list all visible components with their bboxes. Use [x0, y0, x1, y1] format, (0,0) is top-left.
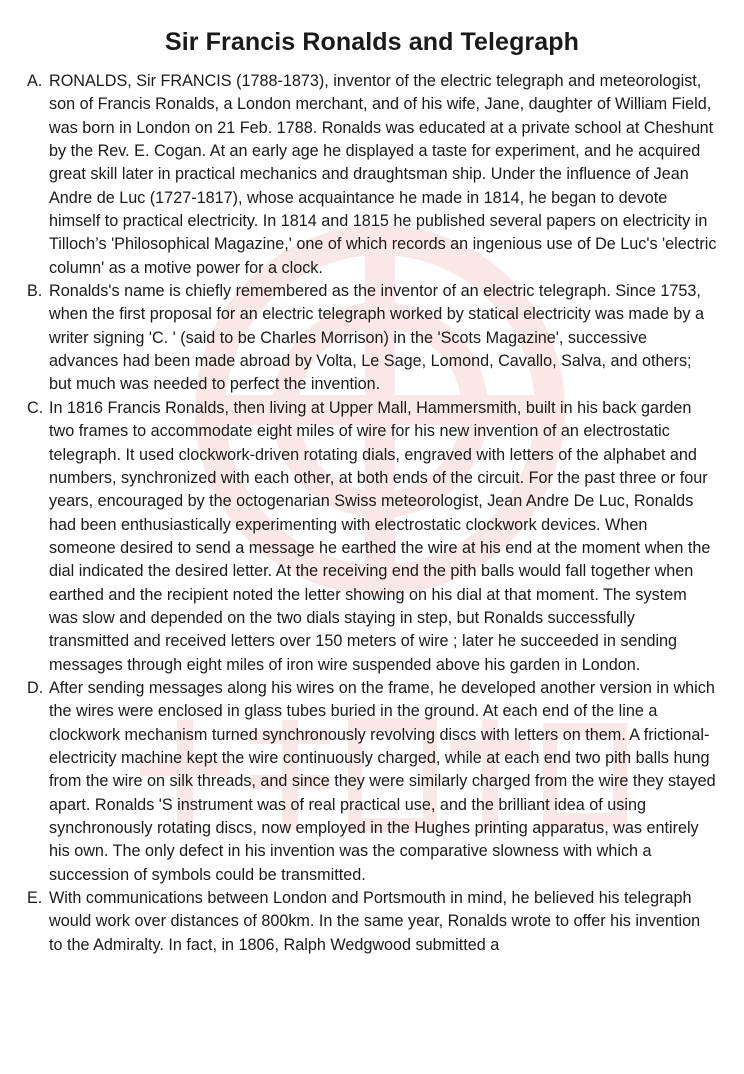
paragraph-text: With communications between London and Portsmouth in mind, he believed his telegraph would work over distances of 800km. In the same year, Ronalds wrote to offer his invention to the Admiralty. In fact, in 1806, Ralph Wedgwood submitted a: [49, 889, 701, 954]
paragraph-d: [27, 677, 717, 887]
document-body: [27, 70, 717, 957]
page-title: Sir Francis Ronalds and Telegraph: [164, 28, 580, 56]
paragraph-a: [27, 70, 717, 280]
paragraph-text: In 1816 Francis Ronalds, then living at Upper Mall, Hammersmith, built in his back garden two frames to accommodate eight miles of wire for his new invention of an electrostatic telegraph. It used clockwork-driven rotating dials, engraved with letters of the alphabet and numbers, synchronized with each other, at both ends of the circuit. For the past three or four years, encouraged by the octogenarian Swiss meteorologist, Jean Andre De Luc, Ronalds had been enthusiastically experimenting with electrostatic clockwork devices. When someone desired to send a message he earthed the wire at his end at the moment when the dial indicated the desired letter. At the receiving end the pith balls would fall together when earthed and the recipient noted the letter showing on his dial at that moment. The system was slow and depended on the two dials staying in step, but Ronalds successfully transmitted and received letters over 150 meters of wire ; later he succeeded in sending messages through eight miles of iron wire suspended above his garden in London.: [49, 398, 711, 674]
paragraph-label: C.: [27, 398, 44, 417]
paragraph-label: B.: [27, 282, 43, 301]
paragraph-label: A.: [27, 72, 43, 90]
paragraph-e: [27, 887, 717, 957]
paragraph-b: [27, 280, 717, 397]
paragraph-label: D.: [27, 678, 44, 697]
paragraph-text: After sending messages along his wires on the frame, he developed another version in which the wires were enclosed in glass tubes buried in the ground. At each end of the line a clockwork mechanism turned synchronously revolving discs with letters on them. A frictional-electricity machine kept the wire continuously charged, while at each end two pith balls hung from the wire on silk threads, and since they were similarly charged from the wire they stayed apart. Ronalds 'S instrument was of real practical use, and the brilliant idea of using synchronously rotating discs, now employed in the Hughes printing apparatus, was entirely his own. The only defect in his invention was the comparative slowness with which a succession of symbols could be transmitted.: [49, 678, 716, 884]
paragraph-text: Ronalds's name is chiefly remembered as the inventor of an electric telegraph. Since 1753, when the first proposal for an electric telegraph worked by statical electricity was made by a writer signing 'C. ' (said to be Charles Morrison) in the 'Scots Magazine', successive advances had been made abroad by Volta, Le Sage, Lomond, Cavallo, Salva, and others; but much was needed to perfect the invention.: [49, 282, 705, 394]
paragraph-text: RONALDS, Sir FRANCIS (1788-1873), inventor of the electric telegraph and meteorologist, son of Francis Ronalds, a London merchant, and of his wife, Jane, daughter of William Field, was born in London on 21 Feb. 1788. Ronalds was educated at a private school at Cheshunt by the Rev. E. Cogan. At an early age he displayed a taste for experiment, and he acquired great skill later in practical mechanics and draughtsman ship. Under the influence of Jean Andre de Luc (1727-1817), whose acquaintance he made in 1814, he began to devote himself to practical electricity. In 1814 and 1815 he published several papers on electricity in Tilloch’s 'Philosophical Magazine,' one of which records an ingenious use of De Luc's 'electric column' as a motive power for a clock.: [49, 72, 717, 277]
paragraph-c: [27, 397, 717, 677]
paragraph-label: E.: [27, 889, 43, 908]
